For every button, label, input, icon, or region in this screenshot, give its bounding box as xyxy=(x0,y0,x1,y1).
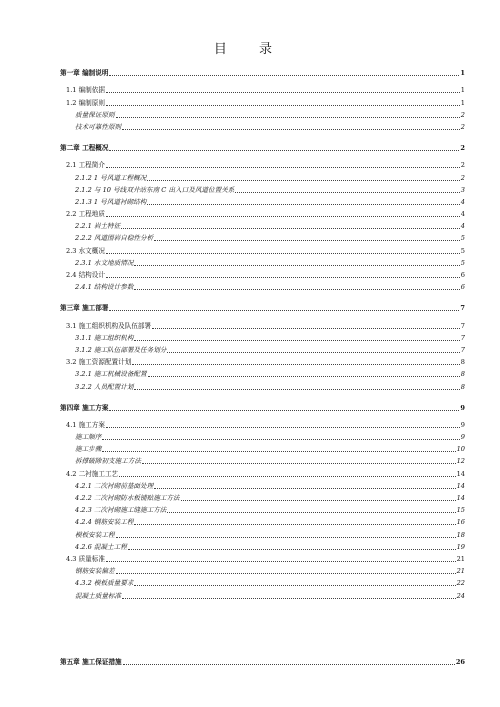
toc-entry-page: 6 xyxy=(460,283,465,292)
toc-entry[interactable] xyxy=(60,443,465,455)
toc-entry-label: 2.4.1 结构设计参数 xyxy=(75,283,134,292)
toc-entry-label: 2.1.2 1 号风道工程概况 xyxy=(75,173,147,182)
toc-leader-dots xyxy=(109,75,459,76)
toc-entry-page: 9 xyxy=(460,420,465,429)
toc-entry[interactable] xyxy=(60,96,465,108)
toc-entry[interactable] xyxy=(60,281,465,293)
toc-entry-page: 19 xyxy=(456,542,465,551)
toc-leader-dots xyxy=(122,598,455,599)
toc-entry[interactable] xyxy=(60,269,465,281)
toc-leader-dots xyxy=(102,439,459,440)
toc-entry[interactable] xyxy=(60,492,465,504)
toc-entry-label: 4.2.2 二次衬砌防水板铺贴施工方法 xyxy=(75,494,180,502)
toc-entry-label: 4.1 施工方案 xyxy=(66,420,105,429)
toc-entry-label: 2.2.1 岩土特征 xyxy=(75,222,121,231)
toc-leader-dots xyxy=(147,180,459,181)
toc-entry-page: 12 xyxy=(456,457,465,466)
toc-entry-label: 4.2 二衬施工工艺 xyxy=(66,469,119,478)
toc-leader-dots xyxy=(152,328,460,329)
toc-entry-label: 技术可靠性原则 xyxy=(75,122,122,131)
toc-entry-page: 9 xyxy=(460,433,465,442)
toc-leader-dots xyxy=(106,92,460,93)
toc-entry[interactable] xyxy=(60,589,465,601)
toc-leader-dots xyxy=(109,310,459,311)
toc-entry[interactable] xyxy=(60,380,465,392)
toc-entry[interactable] xyxy=(60,159,465,171)
toc-entry-page: 2 xyxy=(460,110,465,119)
toc-entry-page: 9 xyxy=(460,403,465,412)
toc-entry-label: 第五章 施工保证措施 xyxy=(60,657,122,666)
toc-entry[interactable] xyxy=(60,356,465,368)
toc-entry-label: 2.3.1 水文地质情况 xyxy=(75,258,134,267)
toc-entry-label: 2.2 工程地质 xyxy=(66,210,105,219)
toc-entry-page: 8 xyxy=(460,370,465,379)
toc-leader-dots xyxy=(109,410,459,411)
toc-entry[interactable] xyxy=(60,368,465,380)
toc-entry-label: 4.2.3 二次衬砌施工缝施工方法 xyxy=(75,506,167,515)
toc-entry-label: 2.3 水文概况 xyxy=(66,246,105,255)
toc-entry[interactable] xyxy=(60,220,465,232)
toc-leader-dots xyxy=(154,240,460,241)
toc-entry-label: 2.1 工程简介 xyxy=(66,161,105,170)
toc-leader-dots xyxy=(106,105,460,106)
toc-leader-dots xyxy=(148,376,460,377)
toc-entry[interactable] xyxy=(60,244,465,256)
toc-entry-label: 3.2.1 施工机械设备配置 xyxy=(75,370,147,379)
toc-entry[interactable] xyxy=(60,431,465,443)
toc-leader-dots xyxy=(154,488,455,489)
toc-entry-page: 7 xyxy=(460,321,465,330)
toc-entry-label: 4.3.2 模板质量要求 xyxy=(75,579,134,588)
toc-entry[interactable] xyxy=(60,455,465,467)
toc-entry-label: 2.1.2 与 10 号线双井站东南 C 出入口及风道位置关系 xyxy=(75,185,235,194)
toc-leader-dots xyxy=(235,192,459,193)
toc-entry-label: 混凝土质量标准 xyxy=(75,591,122,600)
toc-entry-page: 21 xyxy=(456,554,465,563)
toc-leader-dots xyxy=(134,289,459,290)
toc-entry-label: 质量保证原则 xyxy=(75,110,115,119)
toc-leader-dots xyxy=(106,427,460,428)
toc-entry-page: 22 xyxy=(456,579,465,588)
toc-entry[interactable] xyxy=(60,196,465,208)
toc-leader-dots xyxy=(167,352,459,353)
toc-leader-dots xyxy=(122,129,460,130)
toc-entry-page: 24 xyxy=(456,591,465,600)
toc-entry-page: 3 xyxy=(460,185,465,194)
toc-entry-page: 26 xyxy=(455,657,465,666)
toc-entry-page: 1 xyxy=(460,98,465,107)
toc-entry-page: 6 xyxy=(460,271,465,279)
toc-entry-page: 5 xyxy=(460,234,465,243)
toc-entry[interactable] xyxy=(60,528,465,540)
toc-entry-page: 2 xyxy=(460,122,465,131)
toc-entry-page: 14 xyxy=(456,469,465,478)
toc-entry-page: 5 xyxy=(460,258,465,267)
toc-entry[interactable] xyxy=(60,142,465,154)
toc-leader-dots xyxy=(147,204,459,205)
toc-entry[interactable] xyxy=(60,565,465,577)
table-of-contents xyxy=(60,67,465,668)
toc-entry[interactable] xyxy=(60,504,465,516)
toc-entry-page: 4 xyxy=(460,210,465,219)
toc-entry[interactable] xyxy=(60,302,465,314)
toc-entry[interactable] xyxy=(60,344,465,356)
toc-entry[interactable] xyxy=(60,516,465,528)
toc-entry-label: 4.2.6 混凝土工程 xyxy=(75,542,127,551)
toc-leader-dots xyxy=(116,537,456,538)
toc-leader-dots xyxy=(102,451,455,452)
toc-leader-dots xyxy=(134,265,459,266)
toc-entry[interactable] xyxy=(60,319,465,331)
toc-entry-page: 7 xyxy=(460,345,465,354)
toc-leader-dots xyxy=(134,340,459,341)
toc-leader-dots xyxy=(121,228,460,229)
toc-entry-label: 施工步骤 xyxy=(75,445,102,454)
toc-entry-page: 14 xyxy=(456,494,465,502)
toc-entry-page: 5 xyxy=(460,246,465,255)
toc-entry[interactable] xyxy=(60,184,465,196)
toc-entry[interactable] xyxy=(60,109,465,121)
toc-leader-dots xyxy=(128,549,456,550)
toc-leader-dots xyxy=(142,463,456,464)
toc-entry[interactable] xyxy=(60,332,465,344)
toc-entry-label: 拆撑破除初支施工方法 xyxy=(75,457,141,466)
toc-entry-page: 4 xyxy=(460,197,465,206)
toc-entry[interactable] xyxy=(60,577,465,589)
toc-entry-page: 10 xyxy=(456,445,465,454)
toc-entry-label: 2.2.2 风道围岩自稳性分析 xyxy=(75,234,154,243)
toc-entry-label: 4.2.1 二次衬砌前基面处理 xyxy=(75,481,154,490)
toc-entry-label: 3.1 施工组织机构及队伍部署 xyxy=(66,321,152,330)
toc-leader-dots xyxy=(119,476,455,477)
toc-entry-label: 第四章 施工方案 xyxy=(60,403,109,412)
toc-title: 目 录 xyxy=(213,42,287,57)
toc-leader-dots xyxy=(106,253,460,254)
toc-entry[interactable] xyxy=(60,467,465,479)
toc-leader-dots xyxy=(134,585,455,586)
toc-entry[interactable] xyxy=(60,84,465,96)
toc-entry-label: 施工顺序 xyxy=(75,433,102,442)
toc-entry-page: 1 xyxy=(460,69,465,78)
toc-leader-dots xyxy=(123,664,455,665)
toc-leader-dots xyxy=(116,117,460,118)
toc-entry[interactable] xyxy=(60,480,465,492)
toc-leader-dots xyxy=(134,389,459,390)
toc-entry-page: 8 xyxy=(460,358,465,367)
toc-entry[interactable] xyxy=(60,553,465,565)
toc-entry-label: 2.1.3 1 号风道衬砌结构 xyxy=(75,197,147,206)
toc-leader-dots xyxy=(106,561,456,562)
toc-entry-page: 1 xyxy=(460,86,465,95)
toc-leader-dots xyxy=(116,573,456,574)
toc-entry-page: 8 xyxy=(460,382,465,391)
toc-entry-label: 模板安装工程 xyxy=(75,530,115,539)
toc-entry-page: 2 xyxy=(460,144,465,153)
toc-entry[interactable] xyxy=(60,67,465,79)
toc-entry-page: 4 xyxy=(460,222,465,231)
toc-leader-dots xyxy=(106,167,460,168)
toc-entry-label: 第三章 施工部署 xyxy=(60,304,109,313)
toc-entry-label: 1.1 编制依据 xyxy=(66,86,105,95)
toc-entry-label: 2.4 结构设计 xyxy=(66,271,105,279)
toc-entry-page: 2 xyxy=(460,161,465,170)
toc-entry[interactable] xyxy=(60,656,465,668)
toc-entry-page: 7 xyxy=(460,304,465,313)
toc-leader-dots xyxy=(181,500,456,501)
toc-entry-page: 15 xyxy=(456,506,465,515)
toc-entry[interactable] xyxy=(60,257,465,269)
toc-entry[interactable] xyxy=(60,208,465,220)
toc-entry-label: 3.1.2 施工队伍部署及任务划分 xyxy=(75,345,167,354)
toc-leader-dots xyxy=(134,524,455,525)
toc-entry-label: 3.2 施工资源配置计划 xyxy=(66,358,132,367)
toc-entry-page: 18 xyxy=(456,530,465,539)
toc-entry[interactable] xyxy=(60,121,465,133)
toc-entry-label: 4.3 质量标准 xyxy=(66,554,105,563)
toc-entry-page: 14 xyxy=(456,481,465,490)
toc-leader-dots xyxy=(106,277,460,278)
toc-entry-label: 1.2 编制原则 xyxy=(66,98,105,107)
toc-entry-label: 3.1.1 施工组织机构 xyxy=(75,333,134,342)
toc-leader-dots xyxy=(106,216,460,217)
toc-leader-dots xyxy=(109,150,459,151)
toc-entry-label: 第一章 编制说明 xyxy=(60,69,109,78)
toc-entry[interactable] xyxy=(60,232,465,244)
toc-entry-label: 钢筋安装偏差 xyxy=(75,567,115,576)
toc-entry-label: 4.2.4 钢筋安装工程 xyxy=(75,518,134,527)
toc-entry[interactable] xyxy=(60,541,465,553)
toc-entry-page: 21 xyxy=(456,567,465,576)
toc-entry-label: 第二章 工程概况 xyxy=(60,144,109,153)
toc-entry-label: 3.2.2 人员配置计划 xyxy=(75,382,134,391)
toc-entry[interactable] xyxy=(60,419,465,431)
toc-leader-dots xyxy=(167,512,455,513)
toc-entry-page: 2 xyxy=(460,173,465,182)
toc-entry[interactable] xyxy=(60,171,465,183)
toc-entry-page: 7 xyxy=(460,333,465,342)
toc-leader-dots xyxy=(132,364,459,365)
toc-entry[interactable] xyxy=(60,402,465,414)
toc-entry-page: 16 xyxy=(456,518,465,527)
